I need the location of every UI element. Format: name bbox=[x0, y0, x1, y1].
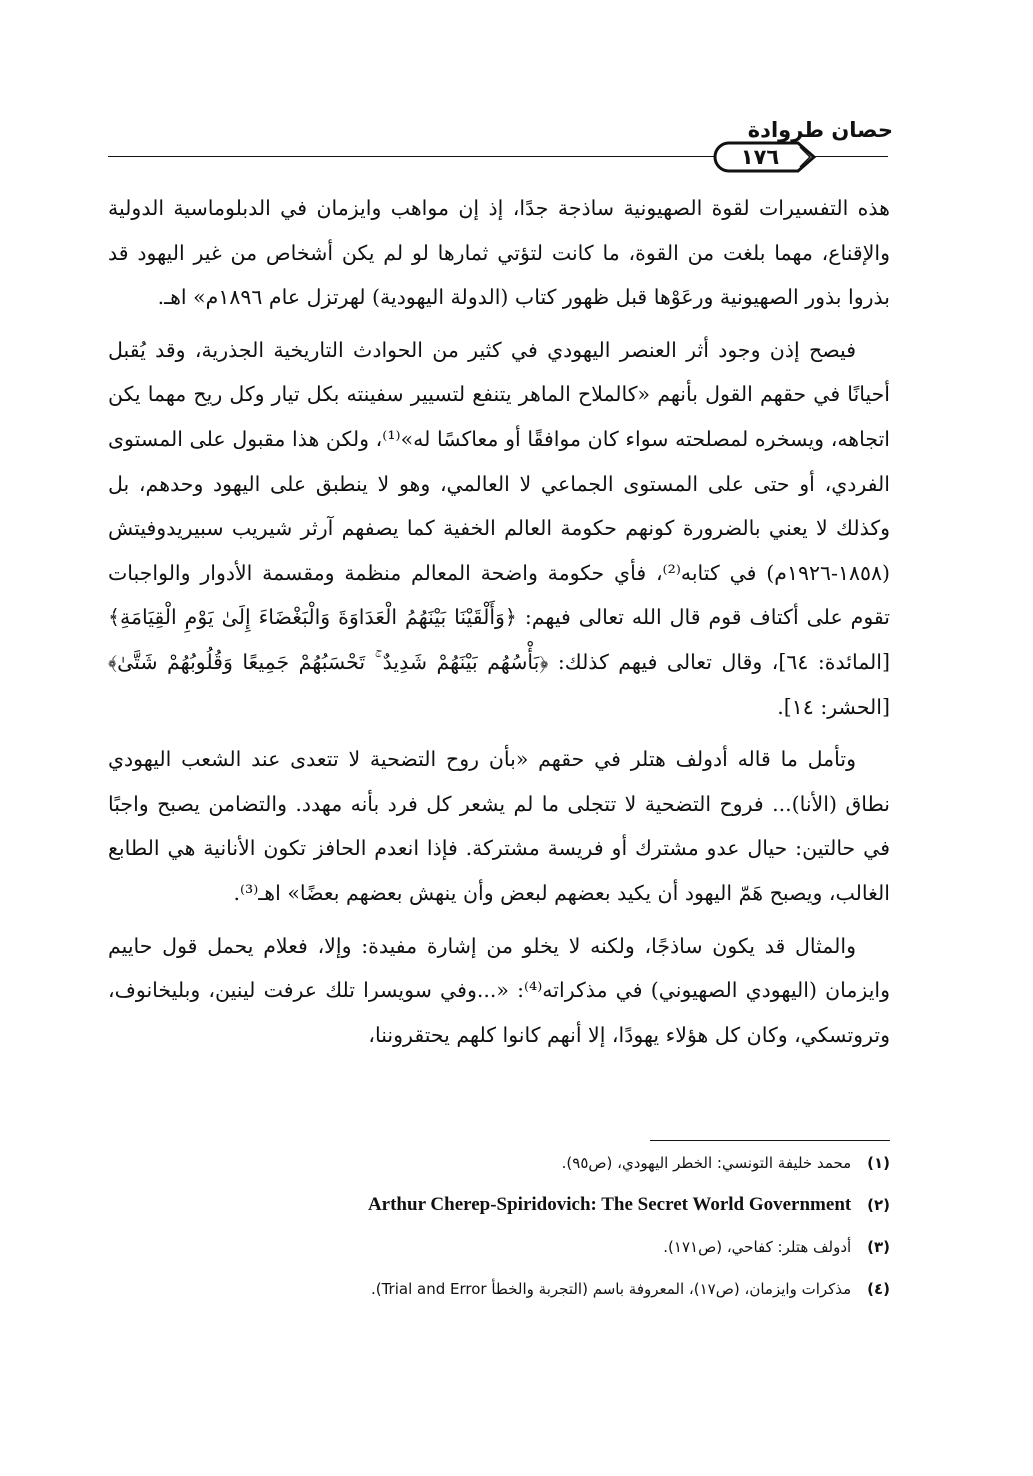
footnote-3 bbox=[108, 1234, 890, 1260]
page-number-badge bbox=[712, 140, 818, 174]
footnote-number: (١) bbox=[867, 1154, 890, 1172]
body-text bbox=[108, 186, 890, 1065]
footnote-text: أدولف هتلر: كفاحي، (ص١٧١). bbox=[663, 1238, 852, 1256]
header-rule-left bbox=[108, 156, 720, 157]
footnote-4 bbox=[108, 1276, 890, 1302]
book-title: حصان طروادة bbox=[747, 118, 893, 142]
paragraph-2: فيصح إذن وجود أثر العنصر اليهودي في كثير من الحوادث التاريخية الجذرية، وقد يُقبل أحيانًا في حقهم القول بأنهم «كالملاح الماهر يتنفع لتسيير سفينته بكل تيار وكل ريح مهما يكن اتجاهه، ويسخره لمصلحته سواء كان موافقًا أو معاكسًا له»⁽¹⁾، ولكن هذا مقبول على المستوى الفردي، أو حتى على المستوى الجماعي لا العالمي، وهو لا ينطبق على اليهود وحدهم، بل وكذلك لا يعني بالضرورة كونهم حكومة العالم الخفية كما يصفهم آرثر شيريب سبيريدوفيتش (١٨٥٨-١٩٢٦م) في كتابه⁽²⁾، فأي حكومة واضحة المعالم منظمة ومقسمة الأدوار والواجبات تقوم على أكتاف قوم قال الله تعالى فيهم: ﴿وَأَلْقَيْنَا بَيْنَهُمُ الْعَدَاوَةَ وَالْبَغْضَاءَ إِلَىٰ يَوْمِ الْقِيَامَةِ﴾ [المائدة: ٦٤]، وقال تعالى فيهم كذلك: ﴿بَأْسُهُم بَيْنَهُمْ شَدِيدٌ ۚ تَحْسَبُهُمْ جَمِيعًا وَقُلُوبُهُمْ شَتَّىٰ﴾ [الحشر: ١٤]. bbox=[108, 337, 890, 719]
paragraph-3: وتأمل ما قاله أدولف هتلر في حقهم «بأن روح التضحية لا تتعدى عند الشعب اليهودي نطاق (الأنا)... فروح التضحية لا تتجلى ما لم يشعر كل فرد بأنه مهدد. والتضامن يصبح واجبًا في حالتين: حيال عدو مشترك أو فريسة مشتركة. فإذا انعدم الحافز تكون الأنانية هي الطابع الغالب، ويصبح هَمّ اليهود أن يكيد بعضهم لبعض وأن ينهش بعضهم بعضًا» اهـ⁽³⁾. bbox=[108, 747, 890, 905]
footnote-separator bbox=[650, 1140, 890, 1141]
paragraph-4: والمثال قد يكون ساذجًا، ولكنه لا يخلو من إشارة مفيدة: وإلا، فعلام يحمل قول حاييم وايزمان (اليهودي الصهيوني) في مذكراته⁽⁴⁾: «...وفي سويسرا تلك عرفت لينين، وبليخانوف، وتروتسكي، وكان كل هؤلاء يهودًا، إلا أنهم كانوا كلهم يحتقروننا، bbox=[108, 933, 890, 1047]
footnote-1 bbox=[108, 1150, 890, 1176]
footnote-text: محمد خليفة التونسي: الخطر اليهودي، (ص٩٥). bbox=[561, 1154, 852, 1172]
footnote-number: (٤) bbox=[867, 1280, 890, 1298]
footnote-text: مذكرات وايزمان، (ص١٧)، المعروفة باسم (التجربة والخطأ Trial and Error). bbox=[370, 1280, 852, 1298]
paragraph-1: هذه التفسيرات لقوة الصهيونية ساذجة جدًا، إذ إن مواهب وايزمان في الدبلوماسية الدولية والإقناع، مهما بلغت من القوة، ما كانت لتؤتي ثمارها لو لم يكن أشخاص من غير اليهود قد بذروا بذور الصهيونية ورعَوْها قبل ظهور كتاب (الدولة اليهودية) لهرتزل عام ١٨٩٦م» اهـ. bbox=[108, 196, 890, 310]
footnote-number: (٣) bbox=[867, 1238, 890, 1256]
footnote-2 bbox=[108, 1192, 890, 1218]
footnote-number: (٢) bbox=[867, 1196, 890, 1214]
header-rule-right bbox=[808, 156, 888, 157]
footnote-text: Arthur Cherep-Spiridovich: The Secret World Government bbox=[367, 1194, 852, 1215]
page-number: ١٧٦ bbox=[740, 145, 780, 169]
footnotes bbox=[108, 1150, 890, 1318]
